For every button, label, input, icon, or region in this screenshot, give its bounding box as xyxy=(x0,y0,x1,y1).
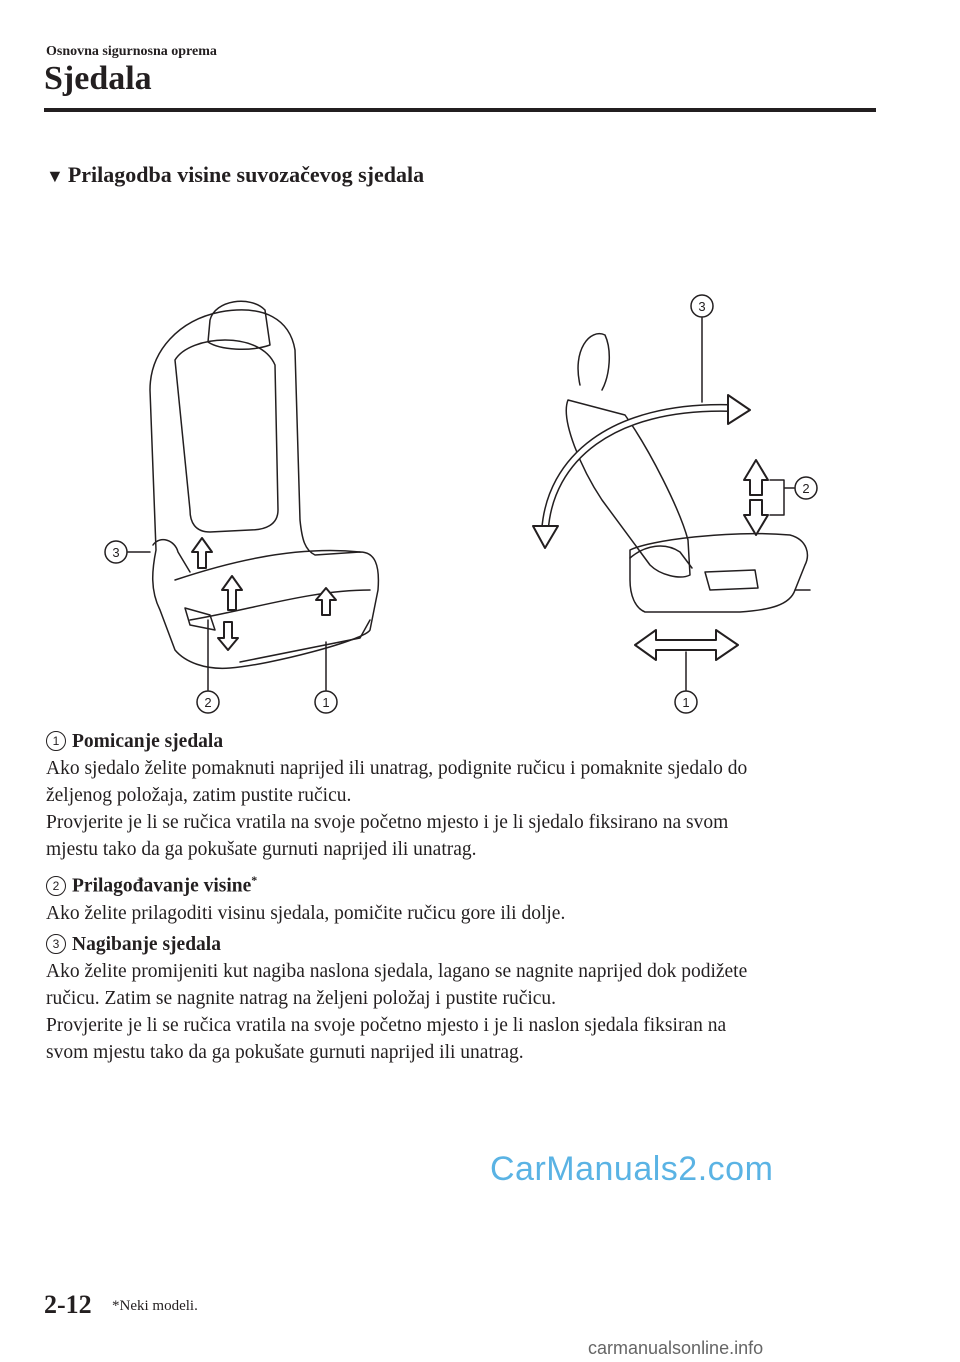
seat-side-view xyxy=(566,334,810,612)
seat-illustration xyxy=(90,290,830,720)
svg-text:2: 2 xyxy=(802,481,810,496)
footnote-marker: * xyxy=(251,873,258,887)
item-1-title: 1 Pomicanje sjedala xyxy=(46,728,866,755)
page-title: Sjedala xyxy=(44,60,152,97)
callout-number: 3 xyxy=(46,934,66,954)
site-watermark: carmanualsonline.info xyxy=(588,1338,764,1358)
item-2-title: 2 Prilagođavanje visine* xyxy=(46,867,866,900)
callout-1-right xyxy=(675,691,697,713)
footnote: *Neki modeli. xyxy=(112,1298,198,1314)
title-rule xyxy=(44,108,876,112)
svg-text:3: 3 xyxy=(112,545,120,560)
item-2-line: Ako želite prilagoditi visinu sjedala, pomičite ručicu gore ili dolje. xyxy=(46,902,566,924)
body-text xyxy=(46,728,866,1066)
height-arrows-icon xyxy=(744,460,768,535)
section-label: Osnovna sigurnosna oprema xyxy=(46,44,217,59)
heading-text: Prilagodba visine suvozačevog sjedala xyxy=(67,162,425,187)
recline-arrow-icon xyxy=(533,395,750,548)
triangle-marker-icon: ▼ xyxy=(46,166,64,186)
callout-3-right xyxy=(691,295,713,317)
watermark-logo: CarManuals2.com xyxy=(490,1150,774,1188)
item-3-line: Provjerite je li se ručica vratila na svoje početno mjesto i je li naslon sjedala fiksiran na xyxy=(46,1014,727,1036)
item-3-line: ručicu. Zatim se nagnite natrag na željeni položaj i pustite ručicu. xyxy=(46,987,557,1009)
callout-2-left xyxy=(197,691,219,713)
item-3-title: 3 Nagibanje sjedala xyxy=(46,931,866,958)
item-1-line: Provjerite je li se ručica vratila na svoje početno mjesto i je li sjedalo fiksirano na svom xyxy=(46,812,729,833)
svg-text:1: 1 xyxy=(322,695,330,710)
item-1-line: željenog položaja, zatim pustite ručicu. xyxy=(46,785,352,806)
callout-number: 2 xyxy=(46,876,66,896)
subsection-heading xyxy=(46,162,424,188)
svg-text:1: 1 xyxy=(682,695,690,710)
item-1-line: Ako sjedalo želite pomaknuti naprijed ili unatrag, podignite ručicu i pomaknite sjedalo do xyxy=(46,758,748,779)
page-number: 2-12 xyxy=(44,1290,92,1319)
item-1-line: mjestu tako da ga pokušate gurnuti naprijed ili unatrag. xyxy=(46,839,477,860)
item-3-line: Ako želite promijeniti kut nagiba naslona sjedala, lagano se nagnite naprijed dok podižete xyxy=(46,960,748,982)
item-3-line: svom mjestu tako da ga pokušate gurnuti naprijed ili unatrag. xyxy=(46,1041,524,1063)
callout-1-left xyxy=(315,691,337,713)
callout-number: 1 xyxy=(46,731,66,751)
seat-front-view xyxy=(128,301,378,690)
callout-3-left xyxy=(105,541,127,563)
svg-text:3: 3 xyxy=(698,299,706,314)
callout-2-right xyxy=(795,477,817,499)
svg-text:2: 2 xyxy=(204,695,212,710)
